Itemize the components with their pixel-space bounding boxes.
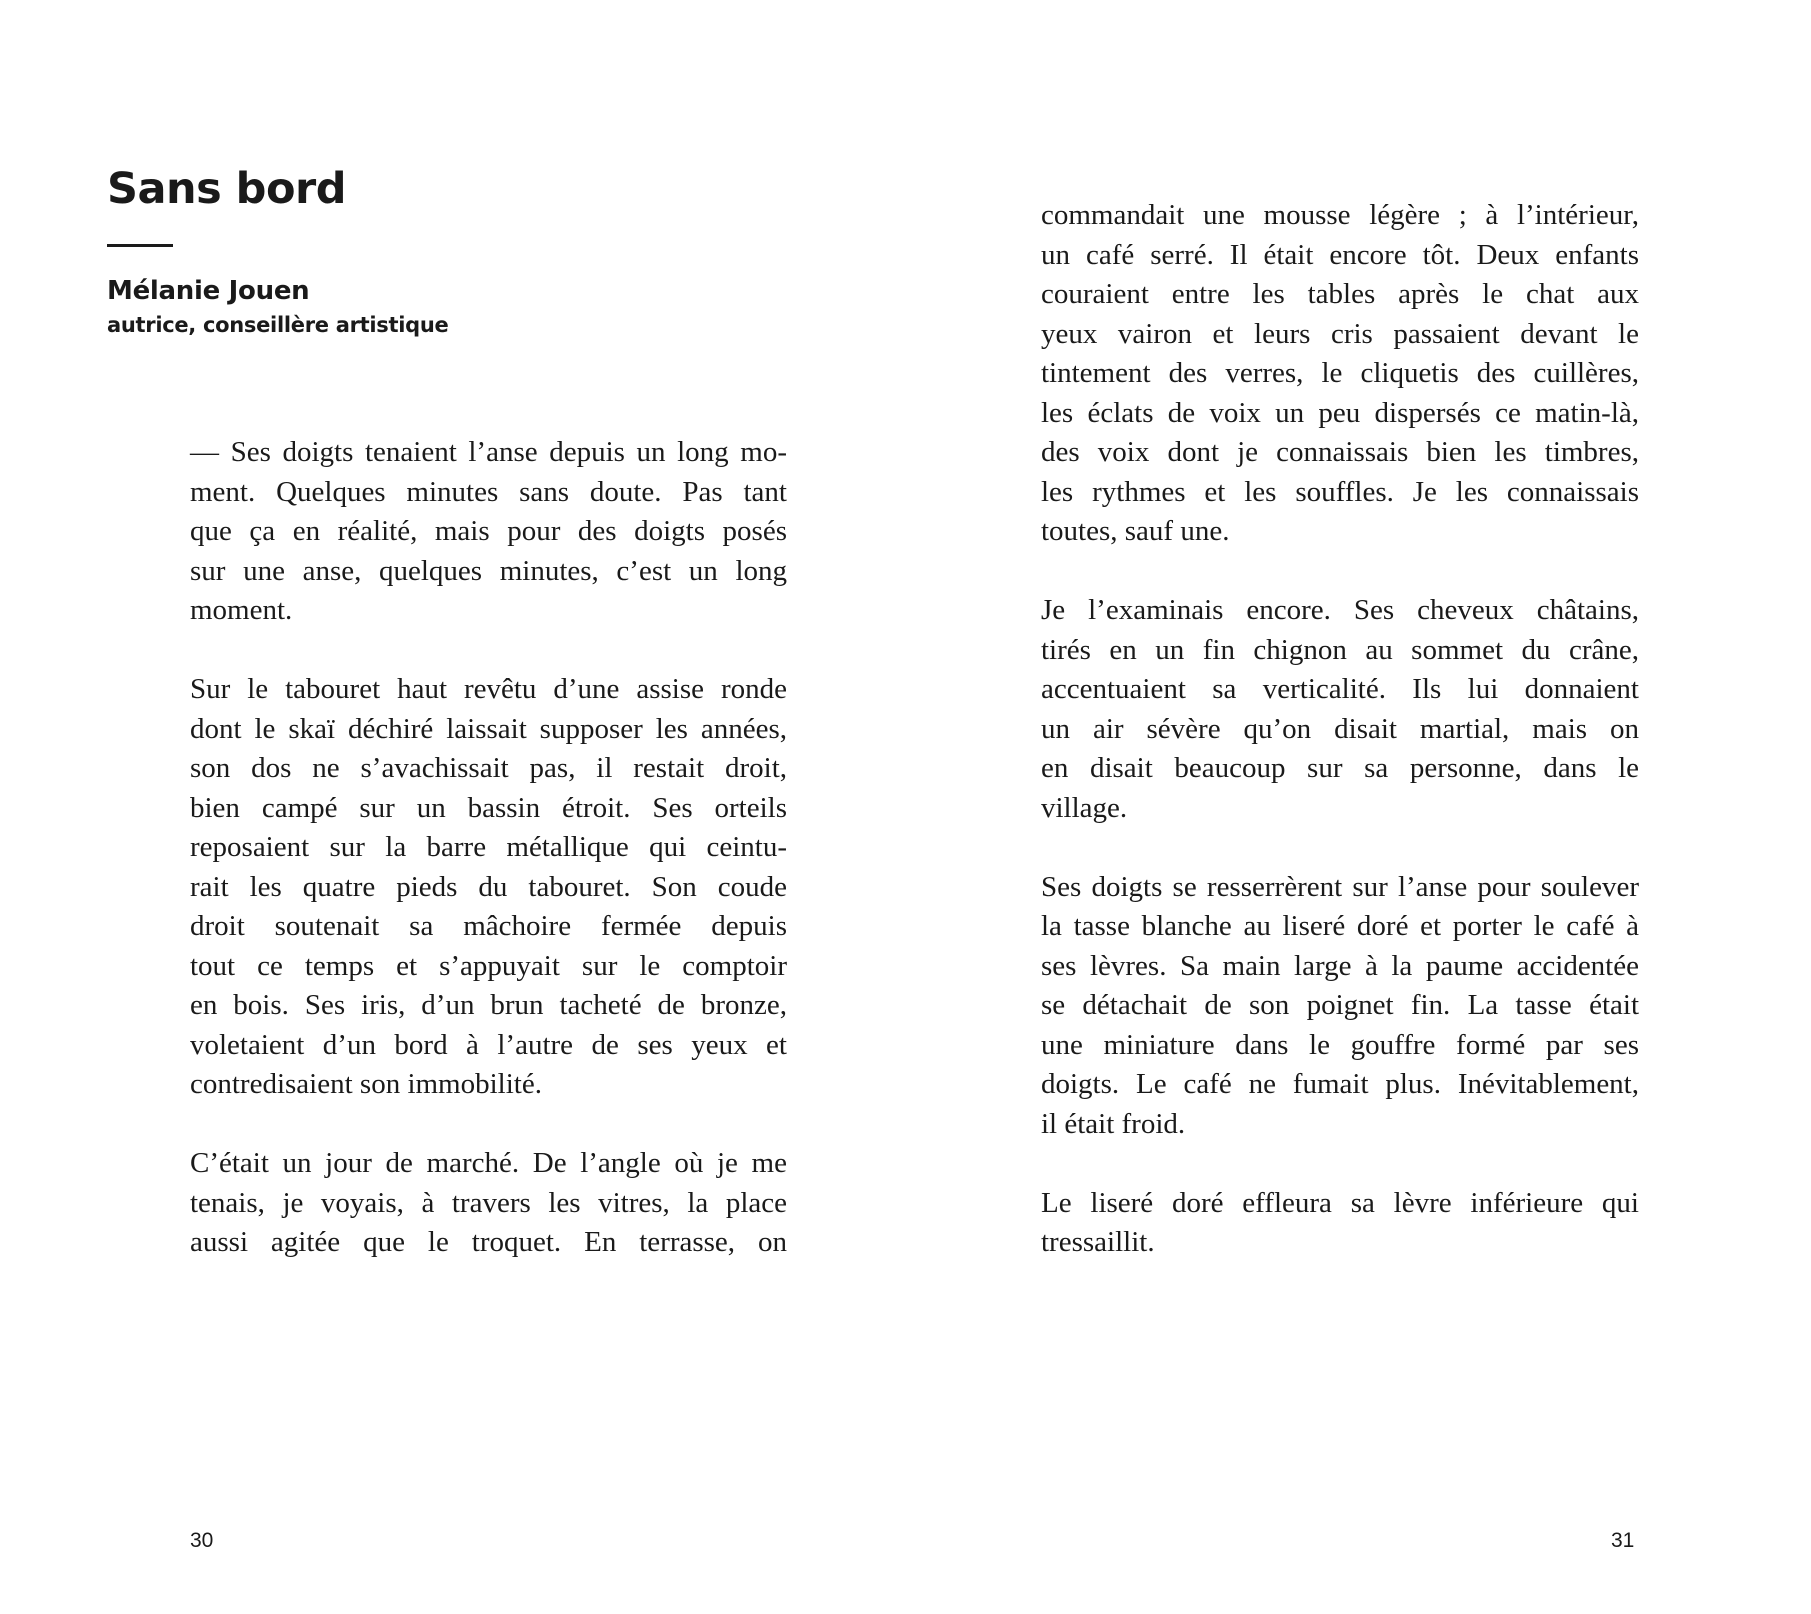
text-line: se détachait de son poignet fin. La tasse était bbox=[1041, 989, 1639, 1021]
text-line: la tasse blanche au liseré doré et porter le café à bbox=[1041, 910, 1639, 942]
text-line: doigts. Le café ne fumait plus. Inévitablement, bbox=[1041, 1068, 1639, 1100]
author-role: autrice, conseillère artistique bbox=[107, 313, 449, 337]
right-page bbox=[905, 0, 1811, 1614]
text-line: un air sévère qu’on disait martial, mais on bbox=[1041, 712, 1639, 745]
paragraph bbox=[1041, 196, 1639, 552]
text-line: sur une anse, quelques minutes, c’est un long bbox=[190, 554, 787, 587]
text-line: — Ses doigts tenaient l’anse depuis un long mo- bbox=[190, 436, 787, 468]
text-line: bien campé sur un bassin étroit. Ses orteils bbox=[190, 791, 787, 824]
text-line: droit soutenait sa mâchoire fermée depuis bbox=[190, 910, 787, 942]
paragraph bbox=[190, 670, 787, 1105]
text-line: tenais, je voyais, à travers les vitres, la place bbox=[190, 1186, 787, 1219]
text-line: toutes, sauf une. bbox=[1041, 515, 1230, 547]
text-line: en disait beaucoup sur sa personne, dans le bbox=[1041, 752, 1639, 784]
text-line: il était froid. bbox=[1041, 1107, 1186, 1140]
text-line: couraient entre les tables après le chat aux bbox=[1041, 278, 1639, 310]
page-number: 30 bbox=[190, 1529, 214, 1552]
text-line: Je l’examinais encore. Ses cheveux châtains, bbox=[1041, 594, 1639, 626]
text-line: des voix dont je connaissais bien les timbres, bbox=[1041, 436, 1639, 468]
text-line: Le liseré doré effleura sa lèvre inférieure qui bbox=[1041, 1186, 1639, 1219]
text-line: ses lèvres. Sa main large à la paume accidentée bbox=[1041, 949, 1639, 982]
text-line: un café serré. Il était encore tôt. Deux enfants bbox=[1041, 238, 1639, 271]
text-line: dont le skaï déchiré laissait supposer les années, bbox=[190, 712, 787, 745]
chapter-title: Sans bord bbox=[107, 164, 346, 214]
text-line: tressaillit. bbox=[1041, 1226, 1155, 1258]
text-line: son dos ne s’avachissait pas, il restait droit, bbox=[190, 752, 787, 784]
text-line: tout ce temps et s’appuyait sur le comptoir bbox=[190, 949, 787, 982]
text-line: tintement des verres, le cliquetis des cuillères, bbox=[1041, 357, 1639, 389]
text-line: les rythmes et les souffles. Je les connaissais bbox=[1041, 475, 1639, 508]
text-line: moment. bbox=[190, 594, 293, 626]
paragraph bbox=[1041, 868, 1639, 1145]
paragraph bbox=[190, 433, 787, 631]
author-name: Mélanie Jouen bbox=[107, 276, 310, 306]
text-line: tirés en un fin chignon au sommet du crâne, bbox=[1041, 633, 1639, 666]
body-text-left bbox=[190, 433, 787, 1263]
text-line: yeux vairon et leurs cris passaient devant le bbox=[1041, 317, 1639, 350]
paragraph bbox=[190, 1144, 787, 1263]
text-line: accentuaient sa verticalité. Ils lui donnaient bbox=[1041, 673, 1639, 705]
page-number: 31 bbox=[1611, 1529, 1635, 1552]
text-line: en bois. Ses iris, d’un brun tacheté de bronze, bbox=[190, 989, 787, 1021]
text-line: aussi agitée que le troquet. En terrasse, on bbox=[190, 1226, 787, 1258]
title-divider bbox=[107, 244, 173, 247]
body-text-right bbox=[1041, 196, 1639, 1263]
text-line: que ça en réalité, mais pour des doigts posés bbox=[190, 515, 787, 547]
text-line: Sur le tabouret haut revêtu d’une assise ronde bbox=[190, 673, 787, 705]
paragraph bbox=[1041, 1184, 1639, 1263]
text-line: voletaient d’un bord à l’autre de ses yeux et bbox=[190, 1028, 787, 1061]
paragraph bbox=[1041, 591, 1639, 828]
text-line: C’était un jour de marché. De l’angle où je me bbox=[190, 1147, 787, 1179]
text-line: reposaient sur la barre métallique qui ceintu- bbox=[190, 831, 787, 863]
text-line: les éclats de voix un peu dispersés ce matin-là, bbox=[1041, 396, 1639, 429]
text-line: Ses doigts se resserrèrent sur l’anse pour soulever bbox=[1041, 870, 1639, 903]
left-page bbox=[0, 0, 905, 1614]
text-line: rait les quatre pieds du tabouret. Son coude bbox=[190, 870, 787, 903]
text-line: contredisaient son immobilité. bbox=[190, 1068, 542, 1100]
text-line: une miniature dans le gouffre formé par ses bbox=[1041, 1028, 1639, 1061]
text-line: village. bbox=[1041, 791, 1128, 824]
text-line: commandait une mousse légère ; à l’intérieur, bbox=[1041, 199, 1639, 231]
text-line: ment. Quelques minutes sans doute. Pas tant bbox=[190, 475, 787, 508]
